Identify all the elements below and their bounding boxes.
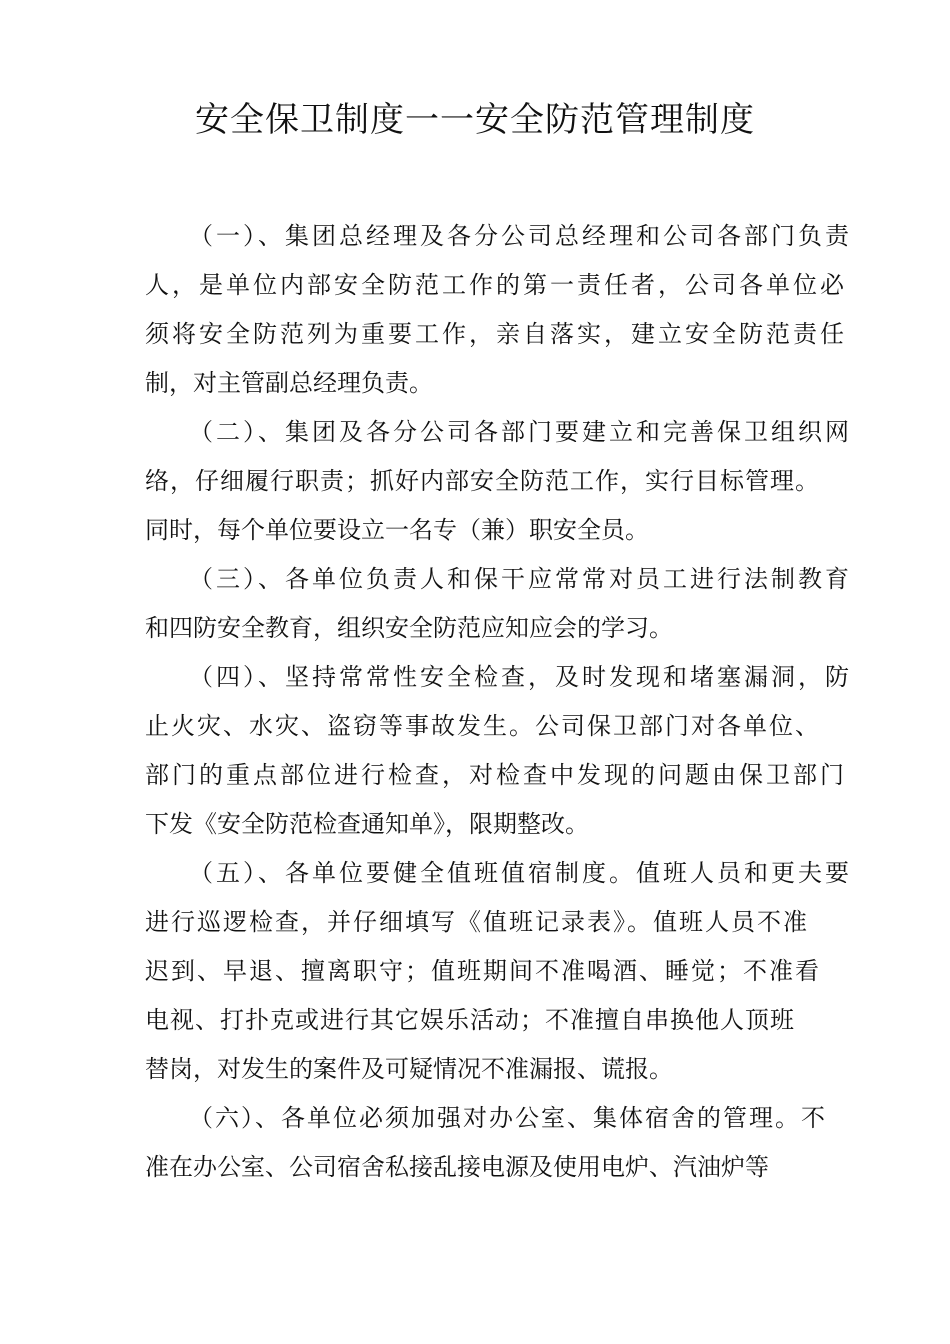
paragraph-line: 同时，每个单位要设立一名专（兼）职安全员。 <box>145 516 649 544</box>
paragraph-line: 部门的重点部位进行检查，对检查中发现的问题由保卫部门 <box>145 761 847 789</box>
paragraph-line: 准在办公室、公司宿舍私接乱接电源及使用电炉、汽油炉等 <box>145 1153 769 1181</box>
paragraph-line: 止火灾、水灾、盗窃等事故发生。公司保卫部门对各单位、 <box>145 712 821 740</box>
paragraph-line: （三）、各单位负责人和保干应常常对员工进行法制教育 <box>189 565 852 593</box>
paragraph-line: （一）、集团总经理及各分公司总经理和公司各部门负责 <box>189 222 852 250</box>
paragraph-line: 迟到、早退、擅离职守；值班期间不准喝酒、睡觉；不准看 <box>145 957 821 985</box>
paragraph-line: 人，是单位内部安全防范工作的第一责任者，公司各单位必 <box>145 271 847 299</box>
paragraph-line: 进行巡逻检查，并仔细填写《值班记录表》。值班人员不准 <box>145 908 809 936</box>
paragraph-line: 下发《安全防范检查通知单》，限期整改。 <box>145 810 589 838</box>
paragraph-5 <box>145 849 852 1094</box>
paragraph-line: （六）、各单位必须加强对办公室、集体宿舍的管理。不 <box>189 1104 827 1132</box>
paragraph-4 <box>145 653 852 849</box>
paragraph-line: 制，对主管副总经理负责。 <box>145 369 433 397</box>
paragraph-line: 须将安全防范列为重要工作，亲自落实，建立安全防范责任 <box>145 320 847 348</box>
paragraph-line: 络，仔细履行职责；抓好内部安全防范工作，实行目标管理。 <box>145 467 820 495</box>
paragraph-line: 替岗，对发生的案件及可疑情况不准漏报、谎报。 <box>145 1055 673 1083</box>
paragraph-line: （五）、各单位要健全值班值宿制度。值班人员和更夫要 <box>189 859 852 887</box>
paragraph-line: （四）、坚持常常性安全检查，及时发现和堵塞漏洞，防 <box>189 663 852 691</box>
paragraph-2 <box>145 408 852 555</box>
paragraph-6 <box>145 1094 827 1192</box>
paragraph-1 <box>145 212 852 408</box>
document-title: 安全保卫制度一一安全防范管理制度 <box>195 100 755 140</box>
paragraph-line: 和四防安全教育，组织安全防范应知应会的学习。 <box>145 614 673 642</box>
paragraph-line: 电视、打扑克或进行其它娱乐活动；不准擅自串换他人顶班 <box>145 1006 795 1034</box>
document-body <box>145 212 852 1192</box>
paragraph-3 <box>145 555 852 653</box>
paragraph-line: （二）、集团及各分公司各部门要建立和完善保卫组织网 <box>189 418 852 446</box>
